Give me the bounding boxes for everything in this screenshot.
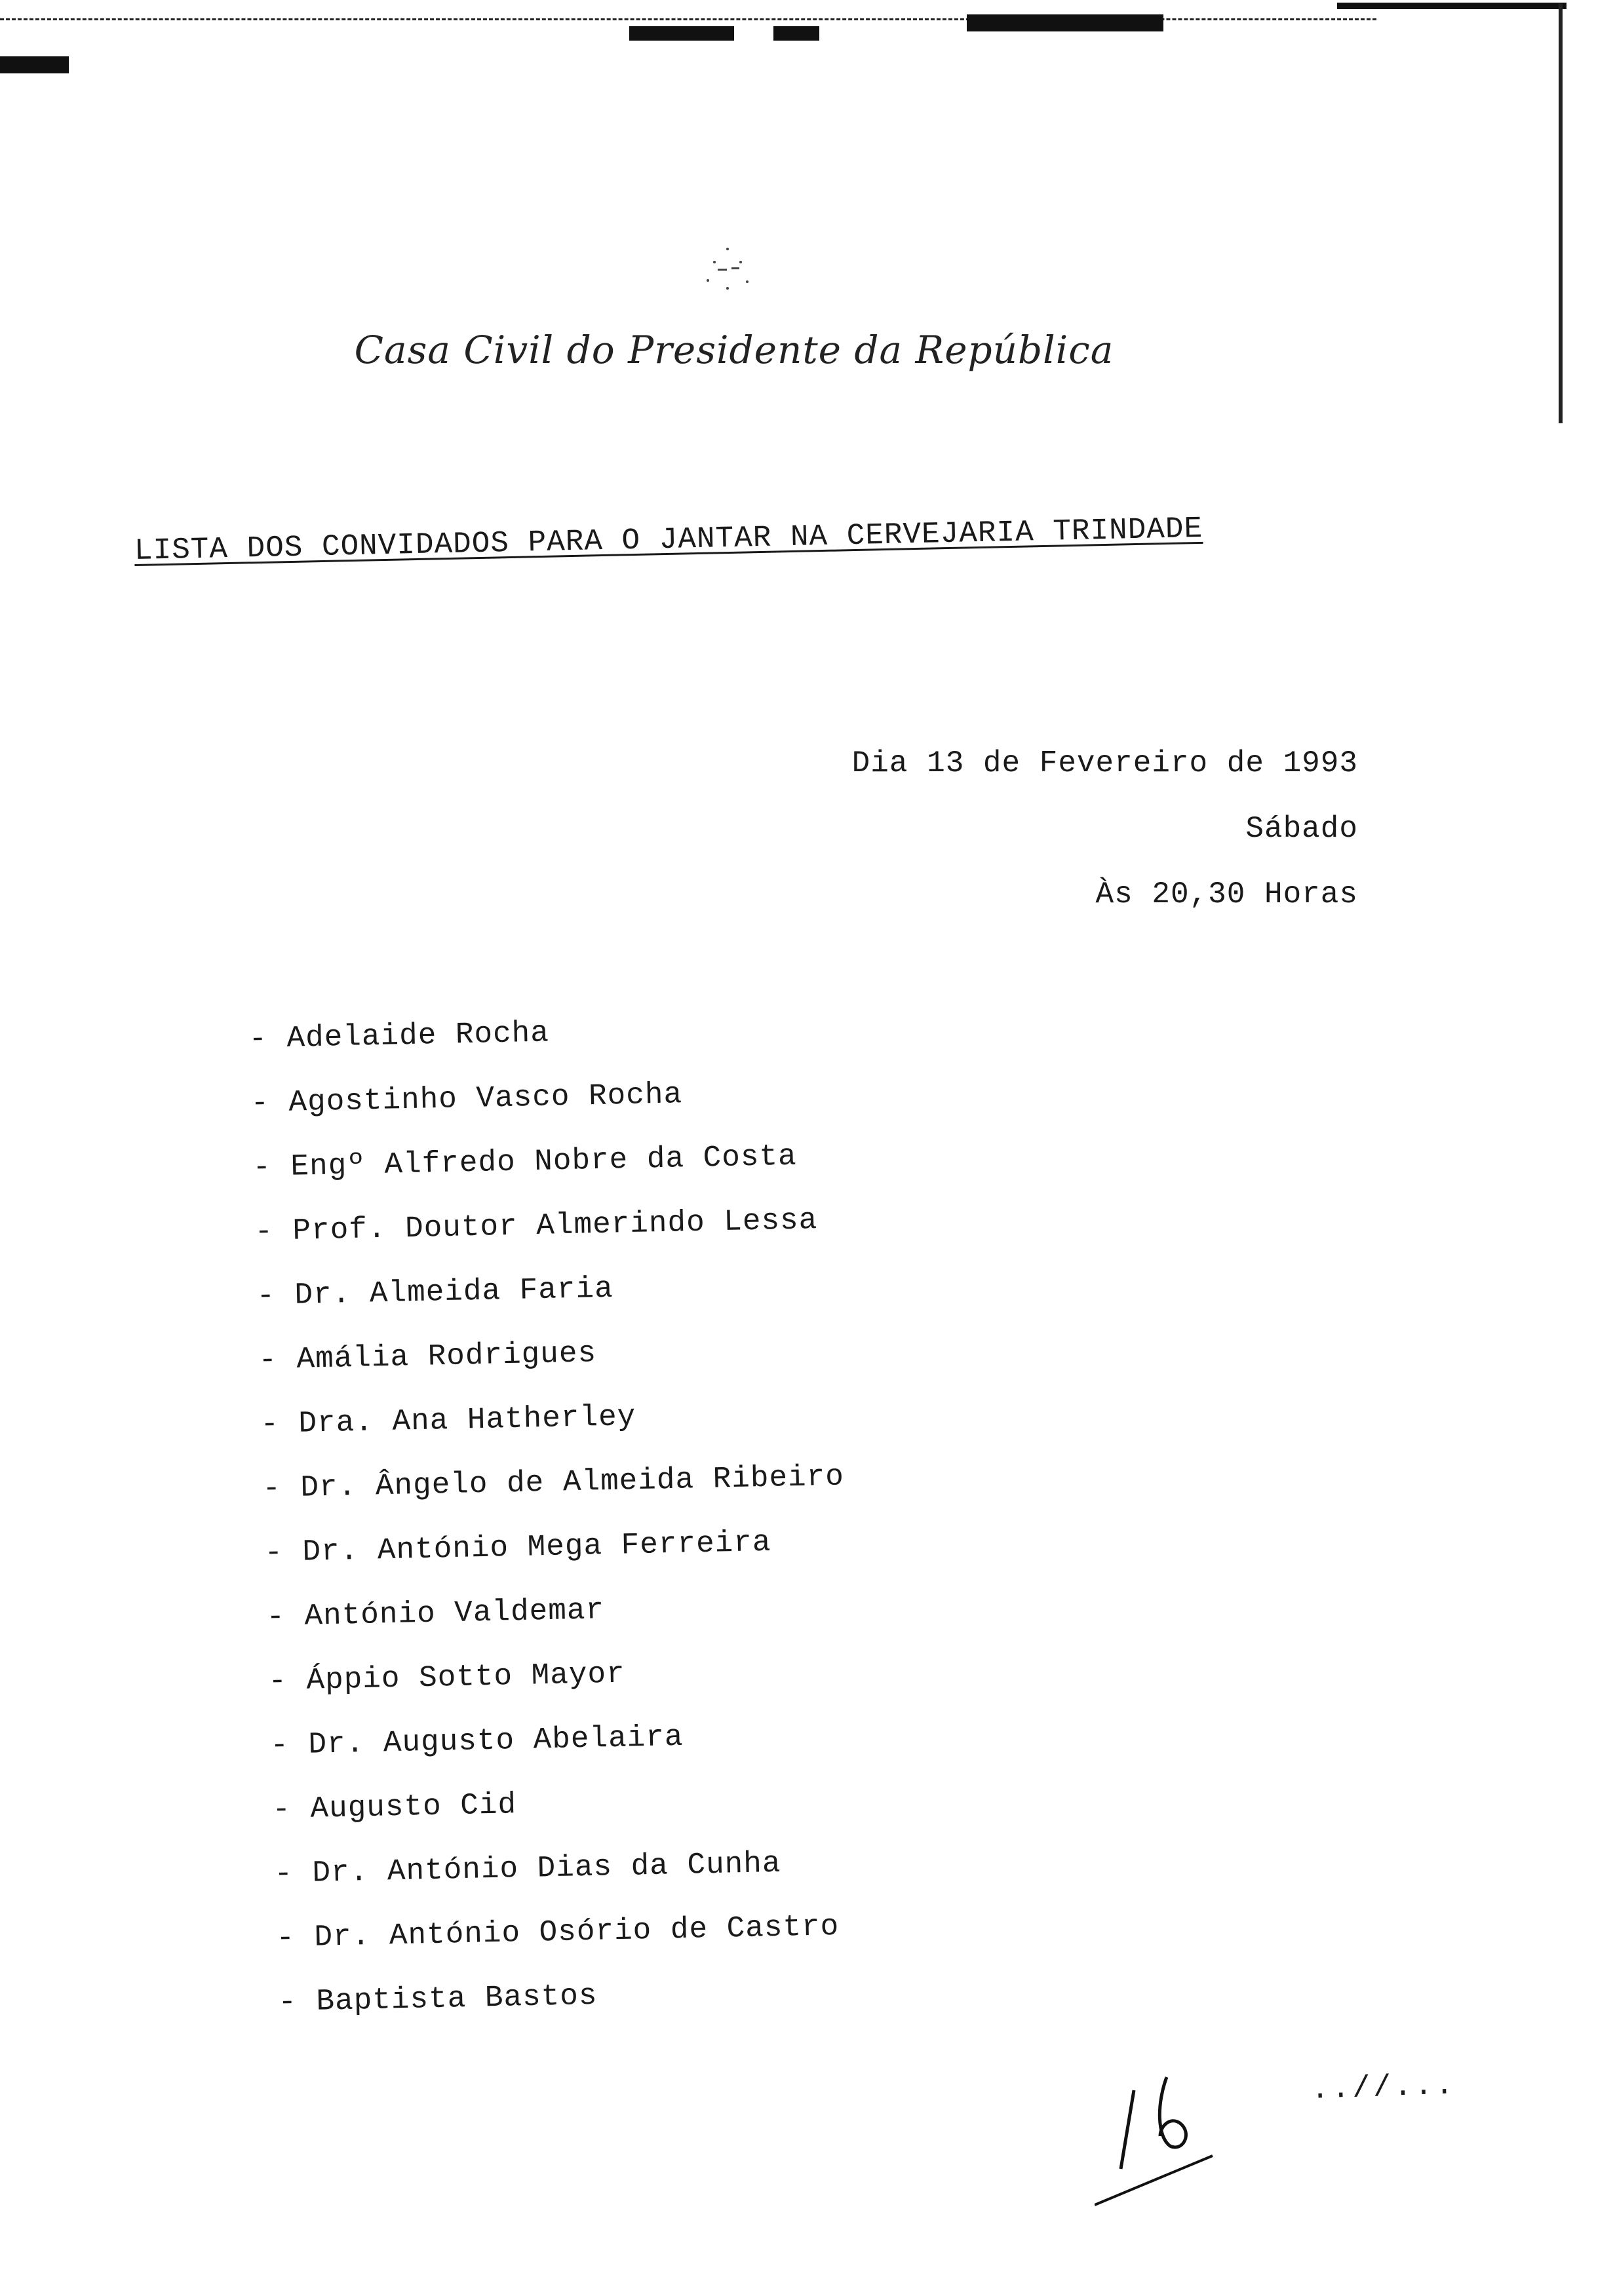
guest-list-item <box>268 1653 845 1729</box>
scan-artifact-block <box>0 56 69 73</box>
list-marker: - <box>248 1022 268 1056</box>
event-date: Dia 13 de Fevereiro de 1993 <box>851 746 1358 780</box>
guest-list <box>248 1016 845 2050</box>
list-marker: - <box>252 1150 272 1185</box>
list-marker: - <box>277 1985 298 2019</box>
list-marker: - <box>267 1664 288 1698</box>
guest-list-item <box>248 1010 845 1086</box>
guest-name: Dr. Ângelo de Almeida Ribeiro <box>300 1459 845 1505</box>
list-marker: - <box>250 1086 270 1120</box>
list-marker: - <box>269 1728 290 1763</box>
guest-name: Dra. Ana Hatherley <box>298 1400 636 1441</box>
guest-list-item <box>252 1138 845 1215</box>
list-marker: - <box>256 1278 276 1313</box>
letterhead: Casa Civil do Presidente da República <box>354 328 1114 372</box>
list-marker: - <box>275 1921 296 1955</box>
guest-list-item <box>256 1267 845 1343</box>
guest-name: Dr. Almeida Faria <box>294 1271 614 1312</box>
guest-name: Dr. António Osório de Castro <box>313 1909 840 1955</box>
guest-name: Dr. António Dias da Cunha <box>311 1846 782 1890</box>
guest-list-item <box>276 1909 845 1985</box>
scan-artifact-right-edge <box>1559 4 1563 423</box>
continuation-mark: ..//... <box>1310 2068 1457 2107</box>
guest-name: Adelaide Rocha <box>286 1016 550 1056</box>
guest-list-item <box>266 1588 845 1664</box>
guest-name: Prof. Doutor Almerindo Lessa <box>292 1203 818 1248</box>
guest-list-item <box>270 1717 845 1793</box>
event-weekday: Sábado <box>1245 812 1358 846</box>
guest-name: Engº Alfredo Nobre da Costa <box>290 1139 798 1184</box>
guest-name: Amália Rodrigues <box>296 1336 597 1377</box>
guest-list-item <box>254 1202 845 1279</box>
handwritten-page-number <box>1095 2064 1245 2215</box>
guest-list-item <box>274 1845 845 1921</box>
list-marker: - <box>271 1792 292 1827</box>
event-details <box>852 731 1358 927</box>
guest-list-item <box>272 1781 845 1857</box>
document-title <box>134 512 1203 568</box>
guest-name: Augusto Cid <box>309 1788 517 1826</box>
list-marker: - <box>258 1343 278 1377</box>
guest-list-item <box>264 1523 845 1600</box>
list-marker: - <box>265 1599 286 1634</box>
list-marker: - <box>260 1407 280 1442</box>
guest-list-item <box>278 1974 845 2050</box>
scan-artifact-block <box>773 26 819 41</box>
scan-artifact-top-dashes <box>0 18 1376 20</box>
guest-name: António Valdemar <box>303 1593 605 1634</box>
guest-list-item <box>260 1395 845 1472</box>
guest-name: Dr. Augusto Abelaira <box>307 1719 684 1762</box>
list-marker: - <box>254 1214 274 1249</box>
list-marker: - <box>273 1856 294 1891</box>
guest-list-item <box>250 1074 845 1151</box>
guest-name: Dr. António Mega Ferreira <box>302 1525 772 1569</box>
event-time: Às 20,30 Horas <box>1095 877 1358 911</box>
guest-name: Baptista Bastos <box>315 1978 598 2019</box>
guest-name: Agostinho Vasco Rocha <box>288 1077 683 1120</box>
list-marker: - <box>263 1535 284 1570</box>
scan-artifact-block <box>967 14 1163 31</box>
scan-artifact-block <box>629 26 734 41</box>
document-title-text: LISTA DOS CONVIDADOS PARA O JANTAR NA CERVEJARIA TRINDADE <box>134 511 1203 568</box>
guest-name: Áppio Sotto Mayor <box>305 1656 626 1698</box>
emblem-icon <box>682 229 773 308</box>
guest-list-item <box>262 1459 845 1536</box>
list-marker: - <box>262 1471 282 1506</box>
scan-artifact-topbar <box>1337 3 1566 9</box>
guest-list-item <box>258 1331 845 1407</box>
